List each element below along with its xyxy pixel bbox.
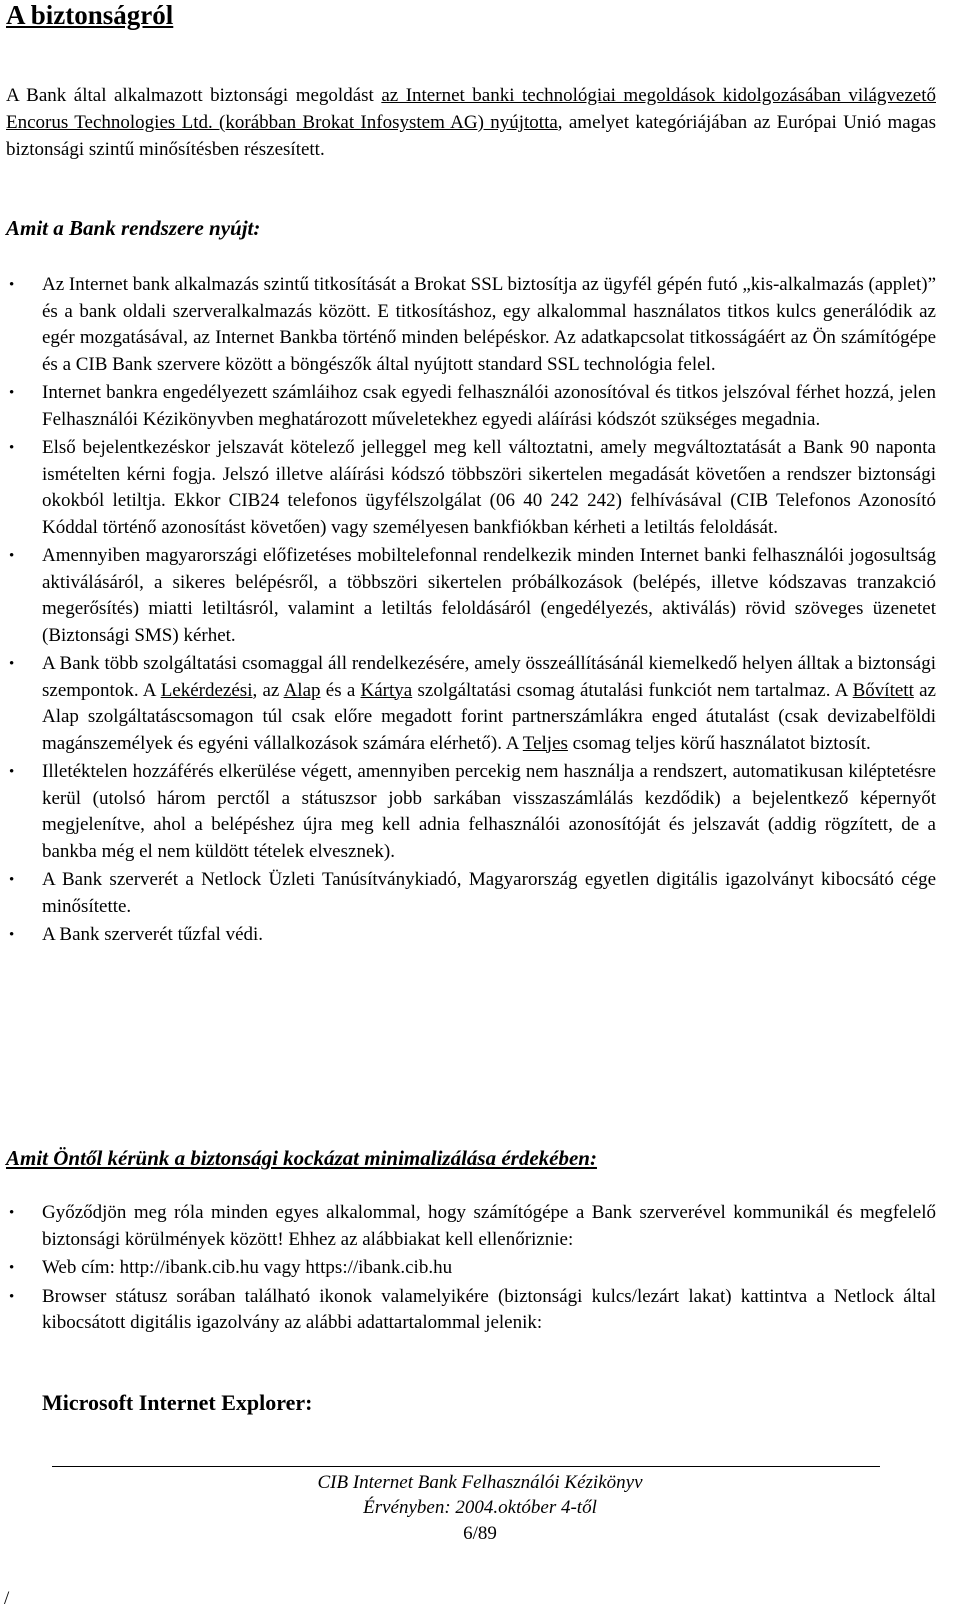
list-item: • A Bank szerverét tűzfal védi.	[0, 922, 936, 949]
list-item: • Illetéktelen hozzáférés elkerülése végett, amennyiben percekig nem használja a rendszert, automatikusan kiléptetésre kerül (utolsó három perctől a státuszsor jobb sarkában visszaszámlálás kezdődik) a bejelentkező képernyőt megjelenítve, ahol a belépéshez újra meg kell adnia felhasználói azonosítóját és jelszavát (addig rögzített, de a bankba még el nem küldött tételek elvesznek).	[9, 761, 936, 862]
page-number: 6/89	[463, 1523, 497, 1544]
package-bovitett: Bővített	[852, 679, 914, 701]
bullet-glyph: •	[9, 656, 15, 672]
bullet-glyph: •	[9, 385, 15, 401]
bullet-glyph: •	[9, 277, 15, 293]
intro-text-2: , amelyet kategóriájában az Európai Unió magas biztonsági szintű minősítésben részesített.	[6, 112, 936, 160]
section2-bullet-list	[0, 1200, 936, 1337]
intro-text-1: A Bank által alkalmazott biztonsági megoldást	[6, 85, 382, 106]
intro-underlined-text: az Internet banki technológiai megoldások kidolgozásában világvezető Encorus Technologies Ltd. (korábban Brokat Infosystem AG) nyújtotta	[6, 85, 936, 133]
footer-validity: Érvényben: 2004.október 4-től	[363, 1497, 597, 1518]
package-teljes: Teljes	[522, 732, 568, 754]
package-kartya: Kártya	[360, 679, 413, 701]
section2-heading: Amit Öntől kérünk a biztonsági kockázat minimalizálása érdekében:	[6, 1146, 597, 1170]
bullet-glyph: •	[9, 1205, 15, 1221]
package-lekerdezesi: Lekérdezési	[160, 679, 253, 701]
ie-heading: Microsoft Internet Explorer:	[42, 1390, 313, 1415]
bullet-glyph: •	[9, 764, 15, 780]
bullet-glyph: •	[9, 548, 15, 564]
list-item: • Browser státusz sorában található ikonok valamelyikére (biztonsági kulcs/lezárt lakat) kattintva a Netlock által kibocsátott digitális igazolvány az alábbi adattartalommal jelenik:	[9, 1285, 936, 1333]
footer-title: CIB Internet Bank Felhasználói Kézikönyv	[317, 1472, 643, 1493]
bullet-glyph: •	[9, 1288, 15, 1305]
list-item: • Internet bankra engedélyezett számláihoz csak egyedi felhasználói azonosítóval és titkos jelszóval férhet hozzá, jelen Felhasználói Kézikönyvben meghatározott műveletekhez egyedi aláírási kódszót szükséges megadnia.	[9, 382, 936, 430]
page-title: A biztonságról	[6, 0, 174, 30]
list-item: • A Bank szerverét a Netlock Üzleti Tanúsítványkiadó, Magyarország egyetlen digitális igazolványt kibocsátó cége minősítette.	[9, 869, 936, 917]
bullet-glyph: •	[9, 1260, 15, 1276]
intro-paragraph	[6, 82, 936, 163]
section1-bullet-list	[0, 272, 936, 949]
list-item: • Az Internet bank alkalmazás szintű titkosítását a Brokat SSL biztosítja az ügyfél gépén futó „kis-alkalmazás (applet)” és a bank oldali szerveralkalmazás között. E titkosításhoz, egy alkalommal használatos titkos kulcs generálódik az egér mozgatásával, az Internet Bankba történő minden belépéskor. Az adatkapcsolat titkosságáért az Ön számítógépe és a CIB Bank szervere között a böngészők által nyújtott standard SSL technológia felel.	[9, 274, 936, 375]
bullet-glyph: •	[9, 440, 15, 456]
bullet-glyph: •	[9, 872, 15, 888]
list-item-packages: • A Bank több szolgáltatási csomaggal áll rendelkezésére, amely összeállításánál kiemelkedő helyen álltak a biztonsági szempontok. A Lekérdezési, az Alap és a Kártya szolgáltatási csomag átutalási funkciót nem tartalmaz. A Bővített az Alap szolgáltatáscsomagon túl csak előre megadott forint partnerszámlákra enged átutalást (csak devizabelföldi magánszemélyek és egyéni vállalkozások számára elérhető). A Teljes csomag teljes körű használatot biztosít.	[9, 653, 936, 754]
list-item: • Első bejelentkezéskor jelszavát kötelező jelleggel meg kell változtatni, amely megváltoztatását a Bank 90 naponta ismételten kérni fogja. Jelszó illetve aláírási kódszó többszöri sikertelen megadását követően a rendszer biztonsági okokból letiltja. Ekkor CIB24 telefonos ügyfélszolgálat (06 40 242 242) felhívásával (CIB Telefonos Azonosító Kóddal történő azonosítást követően) vagy személyesen bankfiókban kérheti a letiltás feloldását.	[9, 437, 936, 538]
list-item: • Amennyiben magyarországi előfizetéses mobiltelefonnal rendelkezik minden Internet banki felhasználói jogosultság aktiválásáról, a sikeres belépésről, a többszöri sikertelen próbálkozások (belépés, illetve kódszavas tranzakció megerősítés) miatti letiltásról, valamint a letiltás feloldásáról (engedélyezés, aktiválás) rövid szöveges üzenetet (Biztonsági SMS) kérhet.	[9, 545, 936, 646]
package-alap: Alap	[283, 679, 321, 701]
footer-corner-mark: /	[4, 1588, 10, 1609]
list-item-web-address: • Web cím: http://ibank.cib.hu vagy https://ibank.cib.hu	[0, 1255, 936, 1282]
list-item: • Győződjön meg róla minden egyes alkalommal, hogy számítógépe a Bank szerverével kommunikál és megfelelő biztonsági körülmények között! Ehhez az alábbiakat kell ellenőriznie:	[9, 1202, 936, 1250]
bullet-glyph: •	[9, 927, 15, 943]
section1-heading: Amit a Bank rendszere nyújt:	[6, 216, 261, 240]
footer-divider	[52, 1466, 880, 1467]
